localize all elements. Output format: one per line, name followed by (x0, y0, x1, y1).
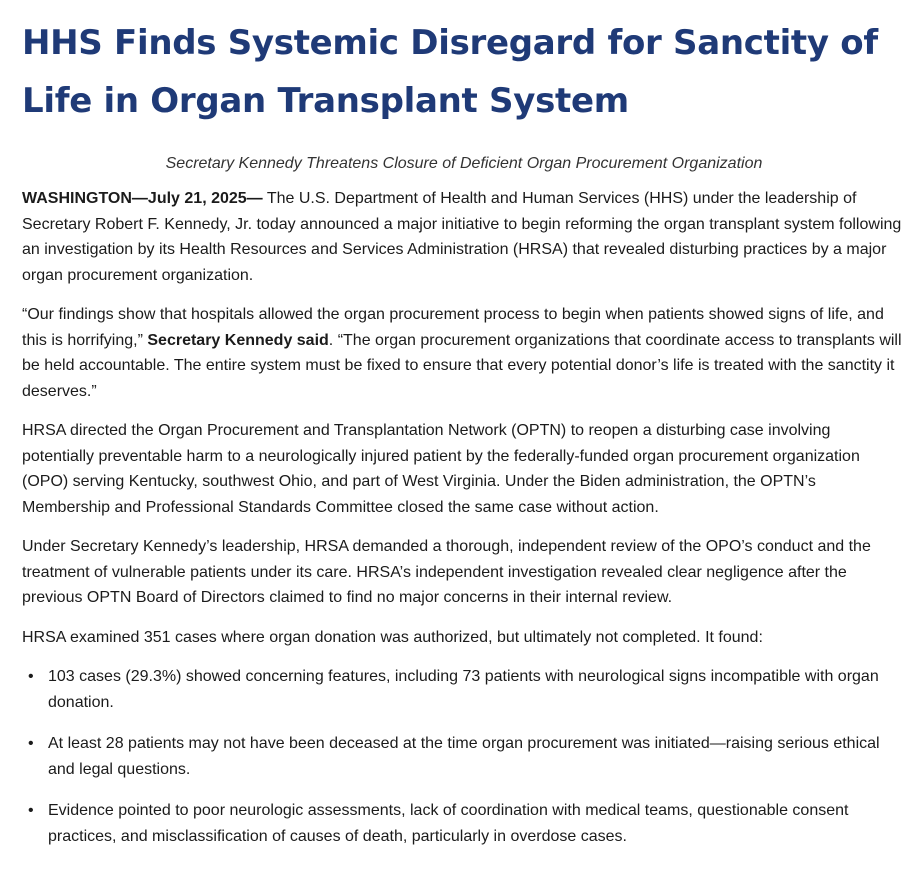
quote-part-a: “Our findings show that hospitals allowed the organ procurement process to begin when patients showed signs of life, and this is horrifying,” (22, 306, 884, 349)
paragraph-cases-examined: HRSA examined 351 cases where organ donation was authorized, but ultimately not completed. It found: (22, 628, 763, 646)
paragraph-intro (22, 186, 906, 288)
paragraph-quote (22, 302, 906, 404)
page-title: HHS Finds Systemic Disregard for Sanctity of Life in Organ Transplant System (22, 23, 878, 121)
quote-part-b: . “The organ procurement organizations that coordinate access to transplants will be held accountable. The entire system must be fixed to ensure that every potential donor’s life is treated with the sanctity it deserves.” (22, 331, 902, 400)
paragraph-optn-case: HRSA directed the Organ Procurement and Transplantation Network (OPTN) to reopen a disturbing case involving potentially preventable harm to a neurologically injured patient by the federally-funded organ procurement organization (OPO) serving Kentucky, southwest Ohio, and part of West Virginia. Under the Biden administration, the OPTN’s Membership and Professional Standards Committee closed the same case without action. (22, 422, 860, 516)
paragraph-independent-review: Under Secretary Kennedy’s leadership, HRSA demanded a thorough, independent review of the OPO’s conduct and the treatment of vulnerable patients under its care. HRSA’s independent investigation revealed clear negligence after the previous OPTN Board of Directors claimed to find no major concerns in their internal review. (22, 538, 871, 606)
list-item (28, 798, 906, 849)
list-item (28, 664, 906, 715)
intro-text: The U.S. Department of Health and Human Services (HHS) under the leadership of Secretary Robert F. Kennedy, Jr. today announced a major initiative to begin reforming the organ transplant system following an investigation by its Health Resources and Services Administration (HRSA) that revealed disturbing practices by a major organ procurement organization. (22, 190, 902, 284)
list-item (28, 731, 906, 782)
bullet-icon: • (28, 802, 34, 819)
dateline: WASHINGTON—July 21, 2025— (22, 190, 263, 207)
subtitle: Secretary Kennedy Threatens Closure of Deficient Organ Procurement Organization (165, 155, 763, 172)
findings-list (22, 664, 906, 849)
quote-attribution: Secretary Kennedy said (147, 331, 329, 349)
finding-text: At least 28 patients may not have been deceased at the time organ procurement was initiated—raising serious ethical and legal questions. (48, 735, 880, 778)
bullet-icon: • (28, 735, 34, 752)
finding-text: Evidence pointed to poor neurologic assessments, lack of coordination with medical teams, questionable consent practices, and misclassification of causes of death, particularly in overdose cases. (48, 802, 849, 845)
finding-text: 103 cases (29.3%) showed concerning features, including 73 patients with neurological signs incompatible with organ donation. (48, 668, 879, 711)
bullet-icon: • (28, 668, 34, 685)
